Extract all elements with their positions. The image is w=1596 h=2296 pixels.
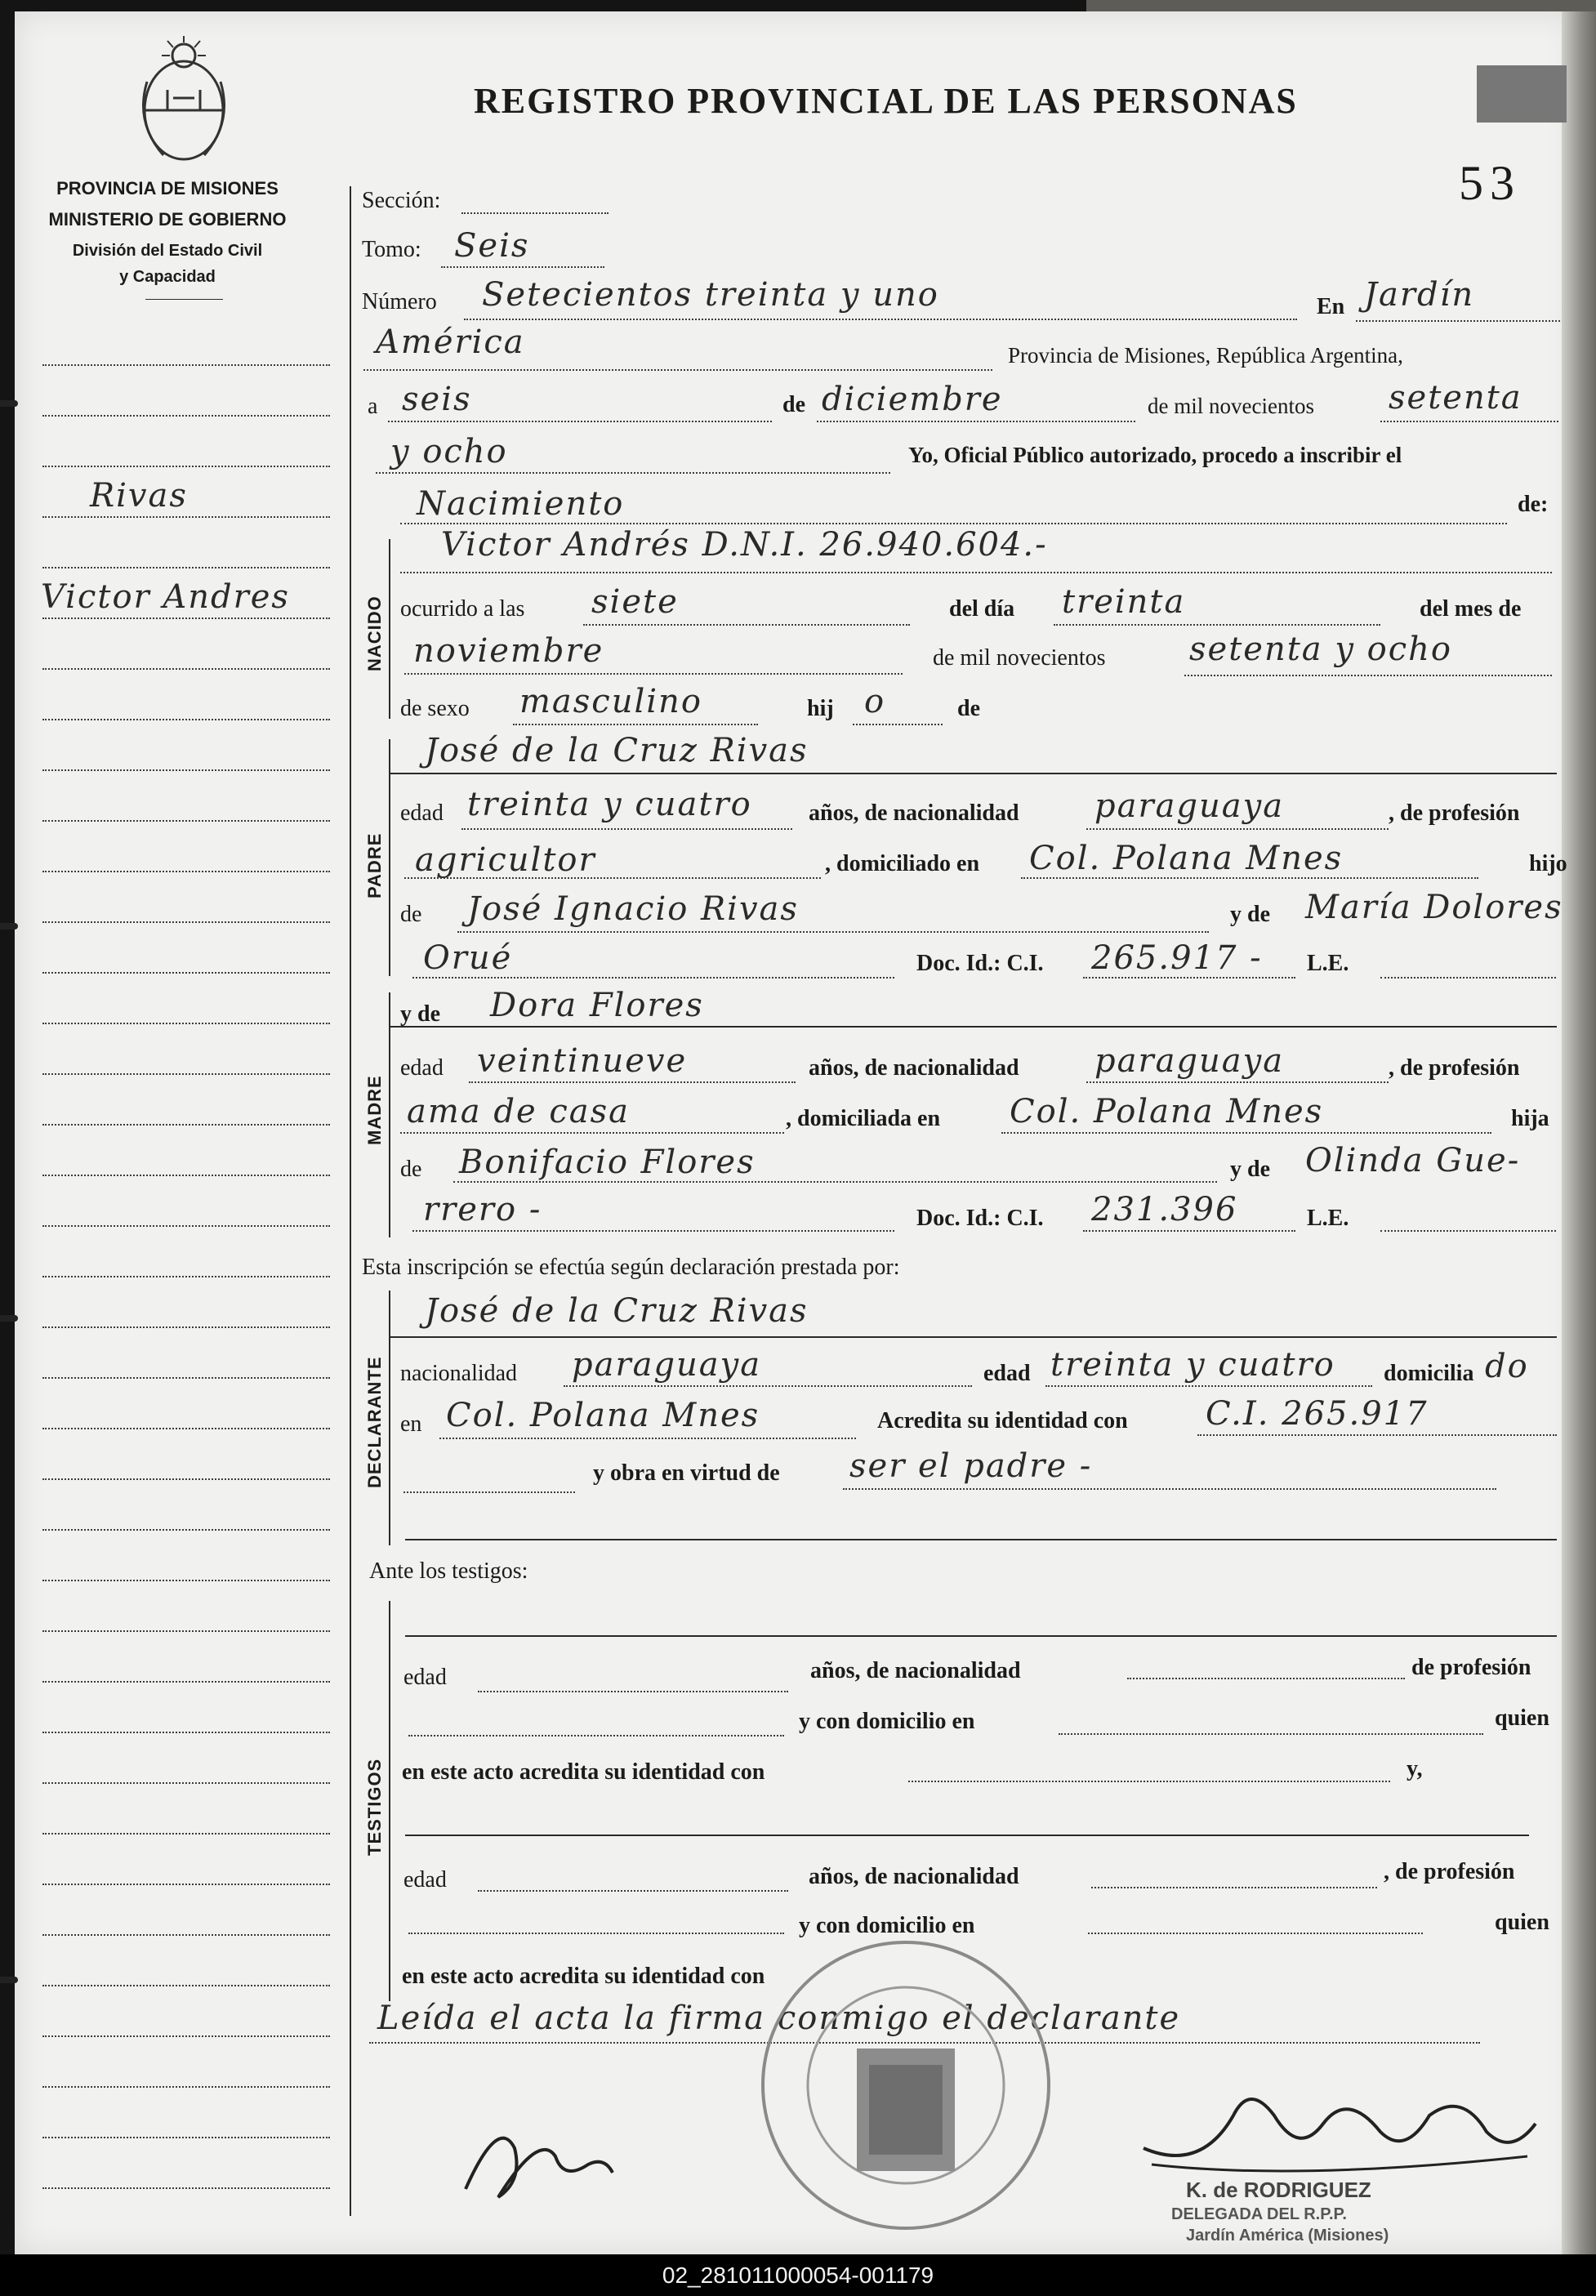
- sidebar-ruled-line: [42, 516, 330, 518]
- binder-ring: [0, 923, 18, 930]
- field-madre-ci: 231.396: [1091, 1191, 1238, 1228]
- sidebar-ruled-line: [42, 921, 330, 923]
- document-title: REGISTRO PROVINCIAL DE LAS PERSONAS: [474, 81, 1298, 121]
- sidebar-capacity: y Capacidad: [119, 268, 216, 286]
- label-en-decl: en: [400, 1411, 422, 1437]
- label-prof-padre: , de profesión: [1389, 800, 1520, 826]
- field-madre-nac: paraguaya: [1094, 1042, 1285, 1080]
- sidebar-given-names: Victor Andres: [41, 578, 290, 616]
- label-testigos: TESTIGOS: [364, 1758, 385, 1856]
- sidebar-ministry: MINISTERIO DE GOBIERNO: [48, 209, 287, 230]
- label-quien-t2: quien: [1495, 1910, 1549, 1935]
- sidebar-ruled-line: [42, 2086, 330, 2088]
- sidebar-ruled-line: [42, 1428, 330, 1429]
- field-line: [1059, 1733, 1483, 1735]
- field-padre-prof: agricultor: [415, 841, 596, 879]
- label-de-mil-nac: de mil novecientos: [933, 645, 1106, 671]
- binder-edge: [1562, 11, 1596, 2254]
- label-tomo: Tomo:: [362, 237, 421, 262]
- field-line: [405, 1835, 1529, 1836]
- sidebar-ruled-line: [42, 567, 330, 568]
- label-declarante: DECLARANTE: [364, 1356, 385, 1488]
- column-divider: [350, 186, 351, 2216]
- sidebar-ruled-line: [42, 1681, 330, 1683]
- label-prof-t2: , de profesión: [1384, 1859, 1515, 1884]
- field-hora: siete: [591, 583, 679, 621]
- label-le-padre: L.E.: [1307, 951, 1349, 976]
- sidebar-ruled-line: [42, 820, 330, 822]
- label-y-de-madre: y de: [400, 1001, 440, 1027]
- officer-signature-icon: [1135, 2066, 1544, 2189]
- field-padre-ci: 265.917 -: [1091, 939, 1263, 977]
- label-de-madre: de: [400, 1157, 422, 1182]
- divider: [145, 299, 223, 300]
- sidebar-ruled-line: [42, 972, 330, 974]
- sidebar-ruled-line: [42, 415, 330, 417]
- sidebar-ruled-line: [42, 871, 330, 872]
- field-decl-nombre: José de la Cruz Rivas: [425, 1292, 809, 1330]
- field-line: [453, 1181, 1217, 1183]
- field-madre-madre-cont: rrero -: [423, 1191, 542, 1228]
- field-madre-edad: veintinueve: [477, 1042, 688, 1080]
- field-line: [817, 421, 1135, 422]
- label-de-mil: de mil novecientos: [1148, 394, 1314, 418]
- field-line: [408, 1933, 784, 1934]
- field-line: [1356, 320, 1560, 322]
- label-doc-madre: Doc. Id.: C.I.: [916, 1206, 1044, 1231]
- field-dia-nac: treinta: [1062, 583, 1186, 621]
- sidebar-ruled-line: [42, 1833, 330, 1835]
- coat-of-arms-icon: [131, 33, 237, 172]
- sidebar-ruled-line: [42, 1934, 330, 1936]
- field-decl-dom-suffix: do: [1485, 1348, 1529, 1385]
- label-nac-madre: años, de nacionalidad: [809, 1055, 1019, 1081]
- label-padre: PADRE: [364, 832, 385, 898]
- field-padre-padre: José Ignacio Rivas: [467, 890, 799, 928]
- field-line: [363, 369, 992, 371]
- page-number: 53: [1459, 156, 1521, 210]
- label-ocurrido: ocurrido a las: [400, 596, 525, 622]
- label-quien-t1: quien: [1495, 1705, 1549, 1731]
- official-seal-icon: [755, 1934, 1057, 2236]
- field-line: [405, 1635, 1557, 1637]
- field-line: [478, 1890, 788, 1892]
- label-hijo: hijo: [1529, 851, 1567, 876]
- field-madre-prof: ama de casa: [407, 1093, 630, 1130]
- field-line: [412, 977, 894, 979]
- sidebar-ruled-line: [42, 1073, 330, 1075]
- label-prof-madre: , de profesión: [1389, 1055, 1520, 1081]
- label-hija: hija: [1511, 1106, 1549, 1131]
- sidebar-ruled-line: [42, 466, 330, 467]
- sidebar-surname: Rivas: [90, 477, 188, 515]
- field-numero: Setecientos treinta y uno: [482, 276, 939, 314]
- label-del-mes: del mes de: [1420, 596, 1522, 622]
- field-line: [564, 1385, 972, 1387]
- field-line: [1086, 1081, 1389, 1083]
- field-padre-dom: Col. Polana Mnes: [1029, 840, 1344, 877]
- field-line: [400, 523, 1507, 524]
- binder-ring: [0, 1315, 18, 1322]
- field-line: [461, 828, 792, 830]
- field-line: [388, 421, 772, 422]
- label-acredita: Acredita su identidad con: [877, 1408, 1128, 1433]
- label-sexo: de sexo: [400, 696, 470, 721]
- label-yo: Yo, Oficial Público autorizado, procedo a inscribir el: [908, 443, 1402, 467]
- section-bracket: [389, 992, 390, 1237]
- field-madre-nombre: Dora Flores: [490, 987, 704, 1024]
- field-line: [404, 673, 903, 675]
- field-line: [853, 724, 943, 725]
- binder-ring: [0, 1977, 18, 1983]
- field-padre-madre-cont: Orué: [423, 939, 513, 977]
- label-esta-inscripcion: Esta inscripción se efectúa según declaración prestada por:: [362, 1255, 900, 1280]
- field-line: [1091, 1887, 1377, 1888]
- sidebar-ruled-line: [42, 1580, 330, 1581]
- sidebar-ruled-line: [42, 1276, 330, 1277]
- sidebar-ruled-line: [42, 2187, 330, 2189]
- field-line: [1083, 1230, 1295, 1232]
- sidebar-ruled-line: [42, 1478, 330, 1480]
- field-line: [1380, 421, 1558, 422]
- stamp-officer-place: Jardín América (Misiones): [1186, 2227, 1389, 2245]
- label-y-de-madre2: y de: [1230, 1157, 1270, 1182]
- sidebar-ruled-line: [42, 1884, 330, 1885]
- field-line: [457, 931, 1209, 933]
- field-line: [376, 472, 890, 474]
- field-line: [1197, 1434, 1557, 1436]
- field-decl-virtud: ser el padre -: [849, 1447, 1093, 1485]
- sidebar-ruled-line: [42, 2035, 330, 2037]
- sidebar-ruled-line: [42, 769, 330, 771]
- label-domicilia: domicilia: [1384, 1361, 1474, 1386]
- label-y-t1: y,: [1407, 1756, 1423, 1781]
- field-madre-madre: Olinda Gue-: [1305, 1142, 1521, 1179]
- label-de-hij: de: [957, 696, 980, 721]
- sidebar-ruled-line: [42, 1377, 330, 1379]
- field-tomo: Seis: [454, 227, 530, 265]
- label-edad-padre: edad: [400, 800, 444, 826]
- field-padre-edad: treinta y cuatro: [467, 786, 752, 823]
- label-le-madre: L.E.: [1307, 1206, 1349, 1231]
- label-nacido: NACIDO: [364, 595, 385, 671]
- label-nacionalidad-decl: nacionalidad: [400, 1361, 518, 1386]
- sidebar-ruled-line: [42, 617, 330, 619]
- field-madre-padre: Bonifacio Flores: [459, 1144, 756, 1181]
- field-decl-nac: paraguaya: [572, 1346, 762, 1384]
- field-madre-dom: Col. Polana Mnes: [1010, 1093, 1324, 1130]
- field-line: [1184, 675, 1552, 676]
- label-y-de-padre: y de: [1230, 902, 1270, 927]
- field-line: [404, 877, 821, 879]
- field-line: [441, 266, 604, 268]
- label-seccion: Sección:: [362, 188, 441, 213]
- sidebar-division: División del Estado Civil: [72, 242, 263, 260]
- sidebar-ruled-line: [42, 1985, 330, 1986]
- sidebar-ruled-line: [42, 1225, 330, 1227]
- stamp-officer-name: K. de RODRIGUEZ: [1186, 2178, 1371, 2202]
- label-a: a: [368, 394, 378, 419]
- label-edad-t2: edad: [403, 1867, 447, 1893]
- label-ante: Ante los testigos:: [369, 1558, 528, 1584]
- field-mes-nac: noviembre: [413, 632, 604, 670]
- sidebar-ruled-line: [42, 1175, 330, 1176]
- section-bracket: [389, 1601, 390, 2001]
- label-dom-t2: y con domicilio en: [799, 1913, 975, 1938]
- label-de-padre: de: [400, 902, 422, 927]
- field-line: [390, 1336, 1557, 1338]
- footer-filename: 02_281011000054-001179: [0, 2254, 1596, 2296]
- label-madre: MADRE: [364, 1075, 385, 1145]
- field-line: [583, 624, 910, 626]
- sidebar-ruled-line: [42, 2137, 330, 2138]
- field-sexo: masculino: [519, 683, 702, 720]
- field-padre-madre: María Dolores: [1305, 889, 1563, 926]
- sidebar-province: PROVINCIA DE MISIONES: [56, 178, 279, 198]
- field-line: [1088, 1933, 1423, 1934]
- label-numero: Número: [362, 289, 437, 314]
- field-mes: diciembre: [822, 381, 1003, 418]
- label-nac-padre: años, de nacionalidad: [809, 800, 1019, 826]
- field-line: [400, 572, 1552, 573]
- field-line: [390, 773, 1557, 774]
- label-de-colon: de:: [1518, 492, 1549, 517]
- field-line: [1083, 977, 1295, 979]
- field-line: [1086, 828, 1389, 830]
- label-de: de: [782, 392, 805, 417]
- label-dom-madre: , domiciliada en: [786, 1106, 941, 1131]
- sidebar-ruled-line: [42, 1630, 330, 1632]
- sidebar-ruled-line: [42, 719, 330, 720]
- field-line: [1380, 977, 1556, 979]
- field-line: [408, 1735, 784, 1736]
- section-bracket: [389, 739, 390, 976]
- field-decl-id: C.I. 265.917: [1206, 1395, 1429, 1433]
- field-anio: setenta: [1389, 379, 1522, 417]
- sidebar-ruled-line: [42, 1732, 330, 1733]
- sidebar-ruled-line: [42, 668, 330, 670]
- label-en: En: [1317, 294, 1345, 319]
- field-line: [908, 1781, 1390, 1782]
- sidebar-ruled-line: [42, 1124, 330, 1126]
- field-decl-dom: Col. Polana Mnes: [446, 1397, 760, 1434]
- sidebar-ruled-line: [42, 1326, 330, 1328]
- sidebar-ruled-line: [42, 1529, 330, 1531]
- section-bracket: [389, 1291, 390, 1545]
- page-corner-mark: [1477, 65, 1567, 123]
- field-line: [400, 1132, 784, 1134]
- section-bracket: [389, 539, 390, 719]
- field-line: [464, 319, 1297, 320]
- label-dom-padre: , domiciliado en: [825, 851, 980, 876]
- label-edad-t1: edad: [403, 1665, 447, 1690]
- label-provincia: Provincia de Misiones, República Argentina,: [1008, 343, 1403, 368]
- field-line: [390, 1026, 1557, 1028]
- sidebar-ruled-line: [42, 364, 330, 366]
- label-dom-t1: y con domicilio en: [799, 1709, 975, 1734]
- field-line: [405, 1539, 1557, 1540]
- label-y-obra: y obra en virtud de: [593, 1460, 780, 1486]
- field-line: [403, 1491, 575, 1493]
- field-line: [1380, 1230, 1556, 1232]
- field-line: [843, 1488, 1496, 1490]
- field-anio-cont: y ocho: [390, 433, 508, 470]
- label-nac-t1: años, de nacionalidad: [810, 1658, 1021, 1683]
- field-decl-edad: treinta y cuatro: [1050, 1346, 1335, 1384]
- sidebar-ruled-line: [42, 1023, 330, 1024]
- label-edad-decl: edad: [983, 1361, 1031, 1386]
- label-acto-t1: en este acto acredita su identidad con: [402, 1759, 765, 1785]
- declarant-signature-icon: [449, 2099, 629, 2214]
- field-line: [1045, 1385, 1372, 1387]
- field-anio-nac: setenta y ocho: [1189, 631, 1452, 668]
- field-line: [513, 724, 758, 725]
- binder-ring: [0, 400, 18, 407]
- field-en: Jardín: [1364, 276, 1475, 314]
- field-line: [461, 212, 609, 214]
- field-leida: Leída el acta la firma conmigo el declarante: [377, 2000, 1181, 2037]
- field-line: [1021, 877, 1478, 879]
- field-padre-nac: paraguaya: [1094, 787, 1285, 825]
- label-del-dia: del día: [949, 596, 1015, 622]
- sidebar-ruled-line: [42, 1782, 330, 1784]
- field-line: [412, 1230, 894, 1232]
- label-hij: hij: [807, 696, 834, 721]
- field-line: [1054, 624, 1380, 626]
- field-dia: seis: [402, 381, 472, 418]
- stamp-officer-role: DELEGADA DEL R.P.P.: [1171, 2205, 1347, 2223]
- field-line: [439, 1438, 856, 1439]
- field-en-cont: América: [376, 323, 525, 361]
- label-doc-padre: Doc. Id.: C.I.: [916, 951, 1044, 976]
- field-line: [469, 1081, 796, 1083]
- field-nombre: Victor Andrés D.N.I. 26.940.604.-: [441, 526, 1048, 564]
- field-line: [1001, 1132, 1491, 1134]
- field-line: [1127, 1678, 1405, 1679]
- field-padre-nombre: José de la Cruz Rivas: [425, 732, 809, 769]
- field-acto: Nacimiento: [417, 485, 625, 523]
- field-hij-suffix: o: [864, 683, 886, 720]
- label-acto-t2: en este acto acredita su identidad con: [402, 1964, 765, 1989]
- label-prof-t1: de profesión: [1411, 1655, 1531, 1680]
- field-line: [478, 1691, 788, 1692]
- label-nac-t2: años, de nacionalidad: [809, 1864, 1019, 1889]
- label-edad-madre: edad: [400, 1055, 444, 1081]
